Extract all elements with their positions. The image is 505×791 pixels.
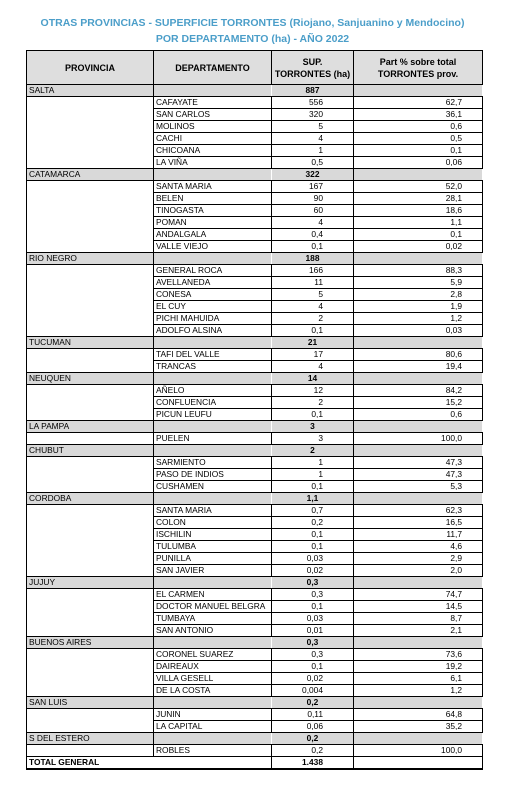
department-row	[27, 553, 483, 565]
province-name: NEUQUEN	[27, 373, 154, 385]
province-spacer	[354, 337, 483, 349]
department-name: PUNILLA	[154, 553, 272, 565]
department-participacion: 18,6	[354, 205, 483, 217]
department-name: COLON	[154, 517, 272, 529]
province-cell-empty	[27, 205, 154, 217]
province-total: 322	[272, 169, 354, 181]
department-row	[27, 205, 483, 217]
province-name: CHUBUT	[27, 445, 154, 457]
province-cell-empty	[27, 181, 154, 193]
department-superficie: 0,1	[272, 325, 354, 337]
department-participacion: 0,1	[354, 145, 483, 157]
header-superficie: SUP. TORRONTES (ha)	[272, 51, 354, 85]
department-name: TULUMBA	[154, 541, 272, 553]
department-row	[27, 181, 483, 193]
department-superficie: 17	[272, 349, 354, 361]
province-cell-empty	[27, 97, 154, 109]
province-name: CORDOBA	[27, 493, 154, 505]
province-row	[27, 373, 483, 385]
province-cell-empty	[27, 649, 154, 661]
department-name: CHICOANA	[154, 145, 272, 157]
province-cell-empty	[27, 709, 154, 721]
province-cell-empty	[27, 397, 154, 409]
department-superficie: 5	[272, 289, 354, 301]
department-superficie: 320	[272, 109, 354, 121]
province-cell-empty	[27, 217, 154, 229]
department-superficie: 0,11	[272, 709, 354, 721]
province-row	[27, 85, 483, 97]
province-total: 0,2	[272, 697, 354, 709]
department-superficie: 167	[272, 181, 354, 193]
province-cell-empty	[27, 721, 154, 733]
department-row	[27, 565, 483, 577]
department-superficie: 0,01	[272, 625, 354, 637]
department-participacion: 36,1	[354, 109, 483, 121]
province-cell-empty	[27, 589, 154, 601]
department-participacion: 2,9	[354, 553, 483, 565]
department-row	[27, 709, 483, 721]
department-superficie: 2	[272, 313, 354, 325]
department-row	[27, 745, 483, 757]
department-row	[27, 361, 483, 373]
province-name: SALTA	[27, 85, 154, 97]
department-name: ROBLES	[154, 745, 272, 757]
department-row	[27, 625, 483, 637]
department-name: CORONEL SUAREZ	[154, 649, 272, 661]
department-name: SAN JAVIER	[154, 565, 272, 577]
department-row	[27, 661, 483, 673]
province-cell-empty	[27, 133, 154, 145]
report-title: OTRAS PROVINCIAS - SUPERFICIE TORRONTES (Riojano, Sanjuanino y Mendocino)	[40, 17, 465, 29]
department-name: VILLA GESELL	[154, 673, 272, 685]
department-row	[27, 145, 483, 157]
province-row	[27, 493, 483, 505]
province-spacer	[154, 445, 272, 457]
department-superficie: 0,4	[272, 229, 354, 241]
department-superficie: 60	[272, 205, 354, 217]
department-superficie: 4	[272, 361, 354, 373]
department-superficie: 0,1	[272, 601, 354, 613]
department-row	[27, 721, 483, 733]
province-spacer	[154, 421, 272, 433]
department-row	[27, 469, 483, 481]
department-name: DAIREAUX	[154, 661, 272, 673]
province-cell-empty	[27, 469, 154, 481]
department-participacion: 2,8	[354, 289, 483, 301]
department-participacion: 1,2	[354, 685, 483, 697]
header-participacion: Part % sobre total TORRONTES prov.	[354, 51, 483, 85]
province-cell-empty	[27, 553, 154, 565]
province-cell-empty	[27, 409, 154, 421]
department-superficie: 1	[272, 145, 354, 157]
department-row	[27, 589, 483, 601]
province-cell-empty	[27, 361, 154, 373]
department-name: CUSHAMEN	[154, 481, 272, 493]
department-row	[27, 601, 483, 613]
department-participacion: 47,3	[354, 457, 483, 469]
department-row	[27, 289, 483, 301]
province-cell-empty	[27, 313, 154, 325]
province-cell-empty	[27, 601, 154, 613]
department-participacion: 1,9	[354, 301, 483, 313]
province-spacer	[354, 373, 483, 385]
department-participacion: 4,6	[354, 541, 483, 553]
department-participacion: 28,1	[354, 193, 483, 205]
department-superficie: 0,06	[272, 721, 354, 733]
department-superficie: 3	[272, 433, 354, 445]
department-participacion: 14,5	[354, 601, 483, 613]
province-cell-empty	[27, 613, 154, 625]
department-superficie: 0,1	[272, 541, 354, 553]
department-participacion: 6,1	[354, 673, 483, 685]
department-participacion: 1,1	[354, 217, 483, 229]
department-participacion: 0,6	[354, 409, 483, 421]
province-spacer	[154, 697, 272, 709]
province-cell-empty	[27, 457, 154, 469]
department-participacion: 19,2	[354, 661, 483, 673]
province-row	[27, 637, 483, 649]
province-cell-empty	[27, 529, 154, 541]
province-name: BUENOS AIRES	[27, 637, 154, 649]
department-superficie: 556	[272, 97, 354, 109]
province-name: RIO NEGRO	[27, 253, 154, 265]
department-participacion: 80,6	[354, 349, 483, 361]
department-superficie: 0,1	[272, 661, 354, 673]
department-name: ADOLFO ALSINA	[154, 325, 272, 337]
report-subtitle: POR DEPARTAMENTO (ha) - AÑO 2022	[155, 33, 350, 45]
table-body	[27, 85, 483, 770]
department-row	[27, 325, 483, 337]
department-name: DE LA COSTA	[154, 685, 272, 697]
province-cell-empty	[27, 277, 154, 289]
department-participacion: 0,1	[354, 229, 483, 241]
department-name: AVELLANEDA	[154, 277, 272, 289]
department-name: LA VIÑA	[154, 157, 272, 169]
department-name: AÑELO	[154, 385, 272, 397]
department-row	[27, 349, 483, 361]
province-total: 2	[272, 445, 354, 457]
department-name: GENERAL ROCA	[154, 265, 272, 277]
header-provincia: PROVINCIA	[27, 51, 154, 85]
province-total: 887	[272, 85, 354, 97]
province-cell-empty	[27, 241, 154, 253]
department-row	[27, 157, 483, 169]
torrontes-table	[26, 50, 483, 770]
table-header-row	[27, 51, 483, 85]
department-row	[27, 193, 483, 205]
department-participacion: 8,7	[354, 613, 483, 625]
department-participacion: 88,3	[354, 265, 483, 277]
department-row	[27, 313, 483, 325]
province-total: 188	[272, 253, 354, 265]
department-row	[27, 97, 483, 109]
department-participacion: 0,06	[354, 157, 483, 169]
department-participacion: 0,5	[354, 133, 483, 145]
province-cell-empty	[27, 145, 154, 157]
department-name: LA CAPITAL	[154, 721, 272, 733]
department-row	[27, 301, 483, 313]
total-row	[27, 757, 483, 770]
province-total: 0,3	[272, 637, 354, 649]
department-participacion: 100,0	[354, 745, 483, 757]
department-participacion: 74,7	[354, 589, 483, 601]
department-name: POMAN	[154, 217, 272, 229]
department-participacion: 100,0	[354, 433, 483, 445]
province-spacer	[154, 373, 272, 385]
department-row	[27, 397, 483, 409]
department-superficie: 5	[272, 121, 354, 133]
department-row	[27, 217, 483, 229]
province-spacer	[354, 697, 483, 709]
department-name: CONESA	[154, 289, 272, 301]
province-row	[27, 337, 483, 349]
department-superficie: 12	[272, 385, 354, 397]
province-cell-empty	[27, 745, 154, 757]
department-participacion: 0,6	[354, 121, 483, 133]
department-name: MOLINOS	[154, 121, 272, 133]
department-name: ANDALGALA	[154, 229, 272, 241]
province-cell-empty	[27, 625, 154, 637]
province-cell-empty	[27, 289, 154, 301]
department-name: DOCTOR MANUEL BELGRA	[154, 601, 272, 613]
department-name: VALLE VIEJO	[154, 241, 272, 253]
province-spacer	[154, 337, 272, 349]
province-row	[27, 421, 483, 433]
department-name: CACHI	[154, 133, 272, 145]
department-name: EL CARMEN	[154, 589, 272, 601]
department-row	[27, 685, 483, 697]
province-spacer	[354, 85, 483, 97]
department-participacion: 5,9	[354, 277, 483, 289]
total-label: TOTAL GENERAL	[27, 757, 272, 770]
department-name: SANTA MARIA	[154, 505, 272, 517]
department-superficie: 4	[272, 217, 354, 229]
province-cell-empty	[27, 193, 154, 205]
province-name: S DEL ESTERO	[27, 733, 154, 745]
department-name: SANTA MARIA	[154, 181, 272, 193]
department-superficie: 0,03	[272, 613, 354, 625]
department-superficie: 1	[272, 457, 354, 469]
province-name: TUCUMAN	[27, 337, 154, 349]
department-participacion: 84,2	[354, 385, 483, 397]
province-spacer	[154, 169, 272, 181]
province-spacer	[154, 253, 272, 265]
department-superficie: 2	[272, 397, 354, 409]
department-row	[27, 121, 483, 133]
province-spacer	[354, 577, 483, 589]
department-row	[27, 541, 483, 553]
province-name: SAN LUIS	[27, 697, 154, 709]
province-cell-empty	[27, 157, 154, 169]
province-cell-empty	[27, 517, 154, 529]
province-total: 0,2	[272, 733, 354, 745]
department-participacion: 5,3	[354, 481, 483, 493]
department-row	[27, 433, 483, 445]
department-superficie: 0,1	[272, 529, 354, 541]
department-row	[27, 385, 483, 397]
province-spacer	[154, 637, 272, 649]
department-row	[27, 241, 483, 253]
province-row	[27, 445, 483, 457]
department-name: TAFI DEL VALLE	[154, 349, 272, 361]
province-cell-empty	[27, 505, 154, 517]
department-name: TINOGASTA	[154, 205, 272, 217]
province-cell-empty	[27, 109, 154, 121]
province-cell-empty	[27, 565, 154, 577]
department-row	[27, 109, 483, 121]
department-row	[27, 229, 483, 241]
province-spacer	[354, 733, 483, 745]
province-cell-empty	[27, 541, 154, 553]
department-participacion: 2,0	[354, 565, 483, 577]
department-superficie: 0,1	[272, 481, 354, 493]
department-participacion: 64,8	[354, 709, 483, 721]
province-cell-empty	[27, 265, 154, 277]
province-row	[27, 697, 483, 709]
department-participacion: 1,2	[354, 313, 483, 325]
department-participacion: 62,3	[354, 505, 483, 517]
department-name: PUELEN	[154, 433, 272, 445]
department-superficie: 1	[272, 469, 354, 481]
department-superficie: 0,2	[272, 745, 354, 757]
department-superficie: 11	[272, 277, 354, 289]
province-spacer	[354, 493, 483, 505]
province-cell-empty	[27, 433, 154, 445]
department-participacion: 35,2	[354, 721, 483, 733]
province-cell-empty	[27, 661, 154, 673]
province-row	[27, 253, 483, 265]
department-row	[27, 481, 483, 493]
province-row	[27, 733, 483, 745]
department-participacion: 2,1	[354, 625, 483, 637]
department-name: PASO DE INDIOS	[154, 469, 272, 481]
department-superficie: 0,02	[272, 673, 354, 685]
department-participacion: 47,3	[354, 469, 483, 481]
department-participacion: 73,6	[354, 649, 483, 661]
department-name: TUMBAYA	[154, 613, 272, 625]
province-spacer	[154, 85, 272, 97]
department-row	[27, 673, 483, 685]
department-participacion: 52,0	[354, 181, 483, 193]
province-spacer	[354, 637, 483, 649]
province-cell-empty	[27, 229, 154, 241]
department-row	[27, 613, 483, 625]
department-superficie: 4	[272, 133, 354, 145]
department-superficie: 0,03	[272, 553, 354, 565]
department-participacion: 16,5	[354, 517, 483, 529]
department-participacion: 0,02	[354, 241, 483, 253]
province-spacer	[354, 445, 483, 457]
department-participacion: 11,7	[354, 529, 483, 541]
province-spacer	[354, 253, 483, 265]
total-spacer	[354, 757, 483, 770]
department-row	[27, 517, 483, 529]
department-superficie: 0,2	[272, 517, 354, 529]
department-superficie: 0,02	[272, 565, 354, 577]
province-total: 3	[272, 421, 354, 433]
department-name: SARMIENTO	[154, 457, 272, 469]
department-participacion: 15,2	[354, 397, 483, 409]
province-cell-empty	[27, 673, 154, 685]
province-spacer	[154, 733, 272, 745]
department-participacion: 62,7	[354, 97, 483, 109]
department-superficie: 0,004	[272, 685, 354, 697]
province-cell-empty	[27, 685, 154, 697]
province-cell-empty	[27, 301, 154, 313]
province-name: JUJUY	[27, 577, 154, 589]
department-name: BELEN	[154, 193, 272, 205]
department-superficie: 4	[272, 301, 354, 313]
province-cell-empty	[27, 325, 154, 337]
total-value: 1.438	[272, 757, 354, 770]
province-row	[27, 577, 483, 589]
department-name: CAFAYATE	[154, 97, 272, 109]
department-row	[27, 457, 483, 469]
province-total: 21	[272, 337, 354, 349]
department-name: SAN CARLOS	[154, 109, 272, 121]
province-spacer	[154, 493, 272, 505]
province-cell-empty	[27, 121, 154, 133]
province-row	[27, 169, 483, 181]
province-total: 14	[272, 373, 354, 385]
department-superficie: 166	[272, 265, 354, 277]
department-participacion: 0,03	[354, 325, 483, 337]
department-name: EL CUY	[154, 301, 272, 313]
department-row	[27, 409, 483, 421]
department-row	[27, 265, 483, 277]
department-superficie: 90	[272, 193, 354, 205]
province-cell-empty	[27, 349, 154, 361]
province-total: 1,1	[272, 493, 354, 505]
department-superficie: 0,3	[272, 589, 354, 601]
department-name: SAN ANTONIO	[154, 625, 272, 637]
department-row	[27, 277, 483, 289]
department-name: PICUN LEUFU	[154, 409, 272, 421]
province-spacer	[354, 421, 483, 433]
province-spacer	[354, 169, 483, 181]
department-superficie: 0,5	[272, 157, 354, 169]
department-row	[27, 505, 483, 517]
department-name: TRANCAS	[154, 361, 272, 373]
department-superficie: 0,1	[272, 241, 354, 253]
header-departamento: DEPARTAMENTO	[154, 51, 272, 85]
province-cell-empty	[27, 385, 154, 397]
department-name: JUNIN	[154, 709, 272, 721]
department-superficie: 0,1	[272, 409, 354, 421]
department-superficie: 0,3	[272, 649, 354, 661]
department-superficie: 0,7	[272, 505, 354, 517]
province-cell-empty	[27, 481, 154, 493]
department-row	[27, 529, 483, 541]
province-spacer	[154, 577, 272, 589]
province-name: CATAMARCA	[27, 169, 154, 181]
department-name: CONFLUENCIA	[154, 397, 272, 409]
department-name: PICHI MAHUIDA	[154, 313, 272, 325]
department-row	[27, 649, 483, 661]
department-row	[27, 133, 483, 145]
province-total: 0,3	[272, 577, 354, 589]
province-name: LA PAMPA	[27, 421, 154, 433]
department-name: ISCHILIN	[154, 529, 272, 541]
department-participacion: 19,4	[354, 361, 483, 373]
